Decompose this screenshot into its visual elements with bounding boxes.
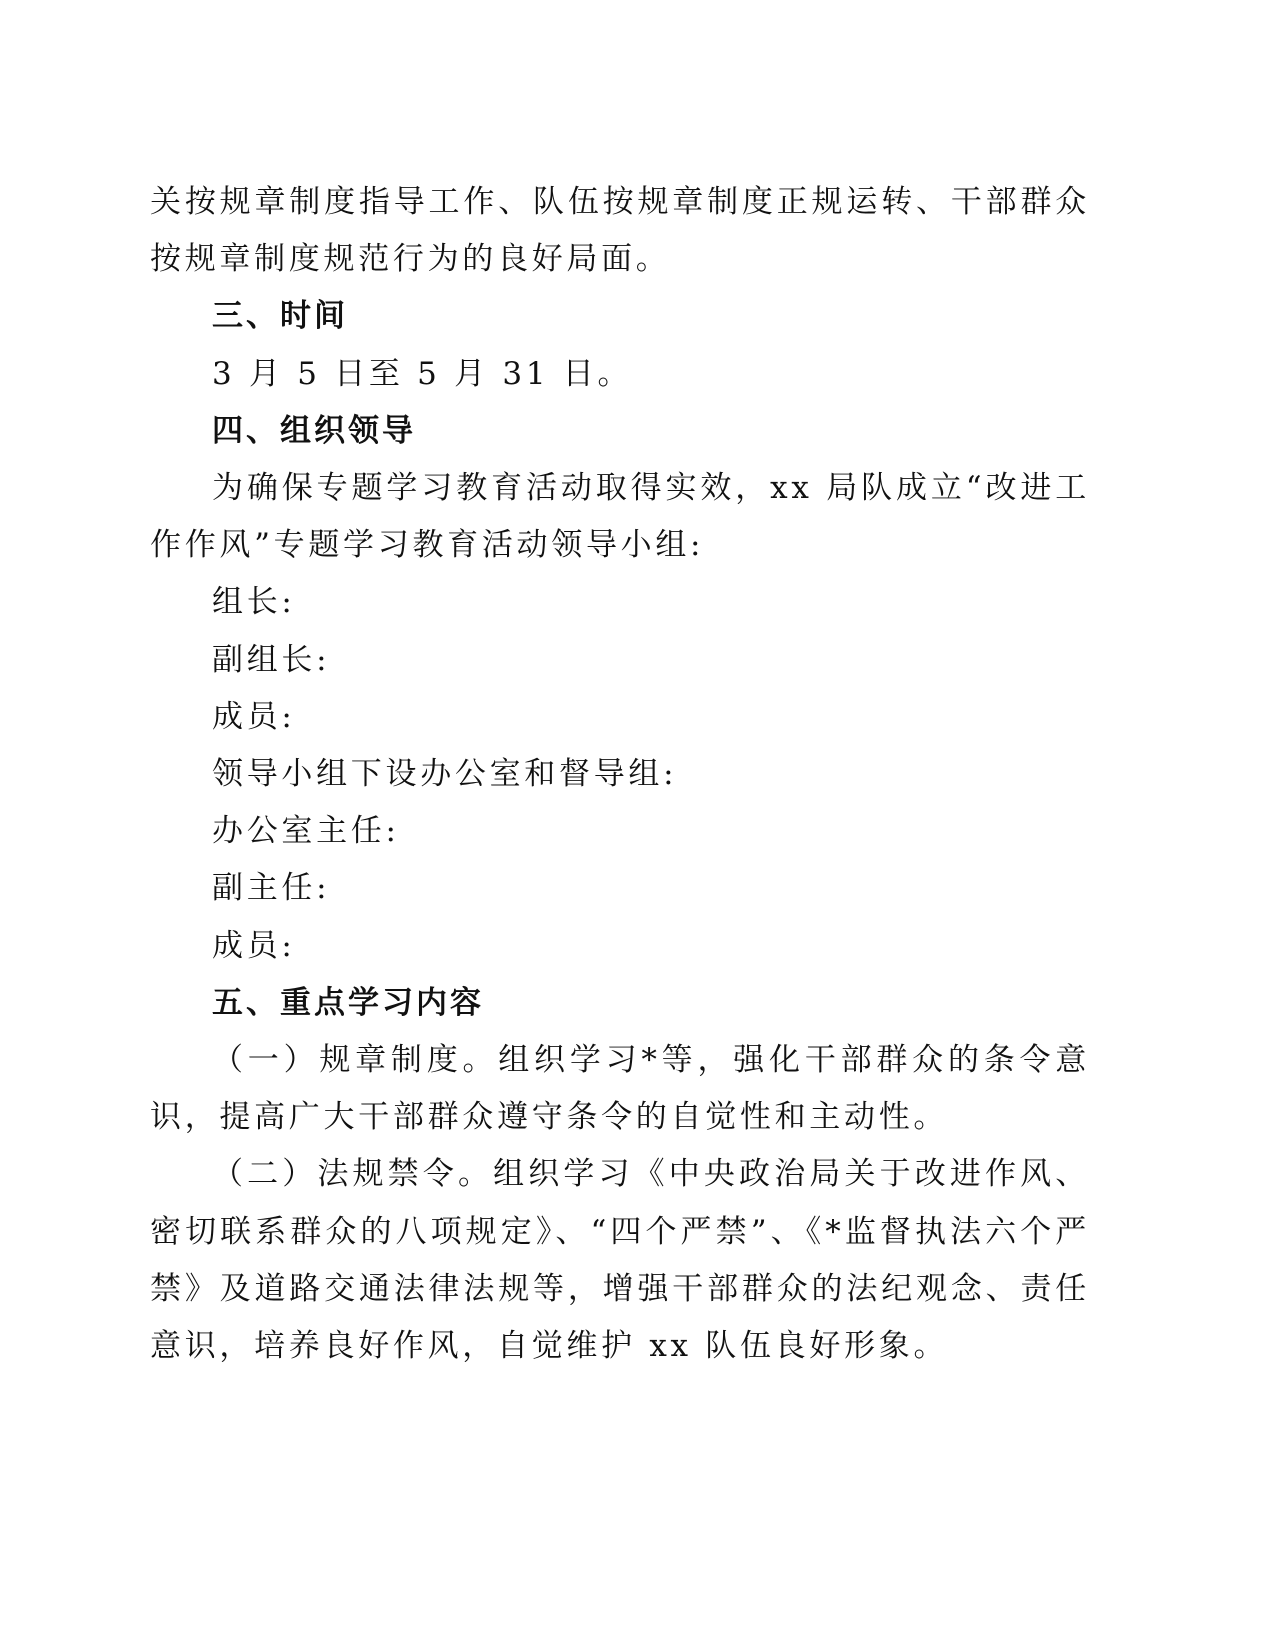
leader-line: 组长:: [212, 584, 296, 621]
deputy-leader-line: 副组长:: [212, 641, 331, 678]
paragraph-intro-continued: 关按规章制度指导工作、队伍按规章制度正规运转、干部群众按规章制度规范行为的良好局面。: [150, 184, 1090, 278]
section-heading-study-content: 五、重点学习内容: [212, 984, 484, 1021]
members-line-2: 成员:: [212, 927, 296, 964]
members-line: 成员:: [212, 698, 296, 735]
subgroups-line: 领导小组下设办公室和督导组:: [212, 756, 678, 793]
study-item-laws-bans: （二）法规禁令。组织学习《中央政治局关于改进作风、密切联系群众的八项规定》、“四个严禁”、《*监督执法六个严禁》及道路交通法律法规等，增强干部群众的法纪观念、责任意识，培养良好作风，自觉维护 xx 队伍良好形象。: [150, 1156, 1090, 1365]
deputy-director-line: 副主任:: [212, 870, 331, 907]
paragraph-time-range: 3 月 5 日至 5 月 31 日。: [212, 355, 633, 392]
section-heading-organization: 四、组织领导: [212, 412, 416, 449]
study-item-regulations: （一）规章制度。组织学习*等，强化干部群众的条令意识，提高广大干部群众遵守条令的自觉性和主动性。: [150, 1042, 1090, 1136]
document-body: [150, 174, 1090, 1375]
paragraph-leadership-intro: 为确保专题学习教育活动取得实效，xx 局队成立“改进工作作风”专题学习教育活动领导小组:: [150, 470, 1090, 564]
office-director-line: 办公室主任:: [212, 813, 400, 850]
section-heading-time: 三、时间: [212, 298, 348, 335]
